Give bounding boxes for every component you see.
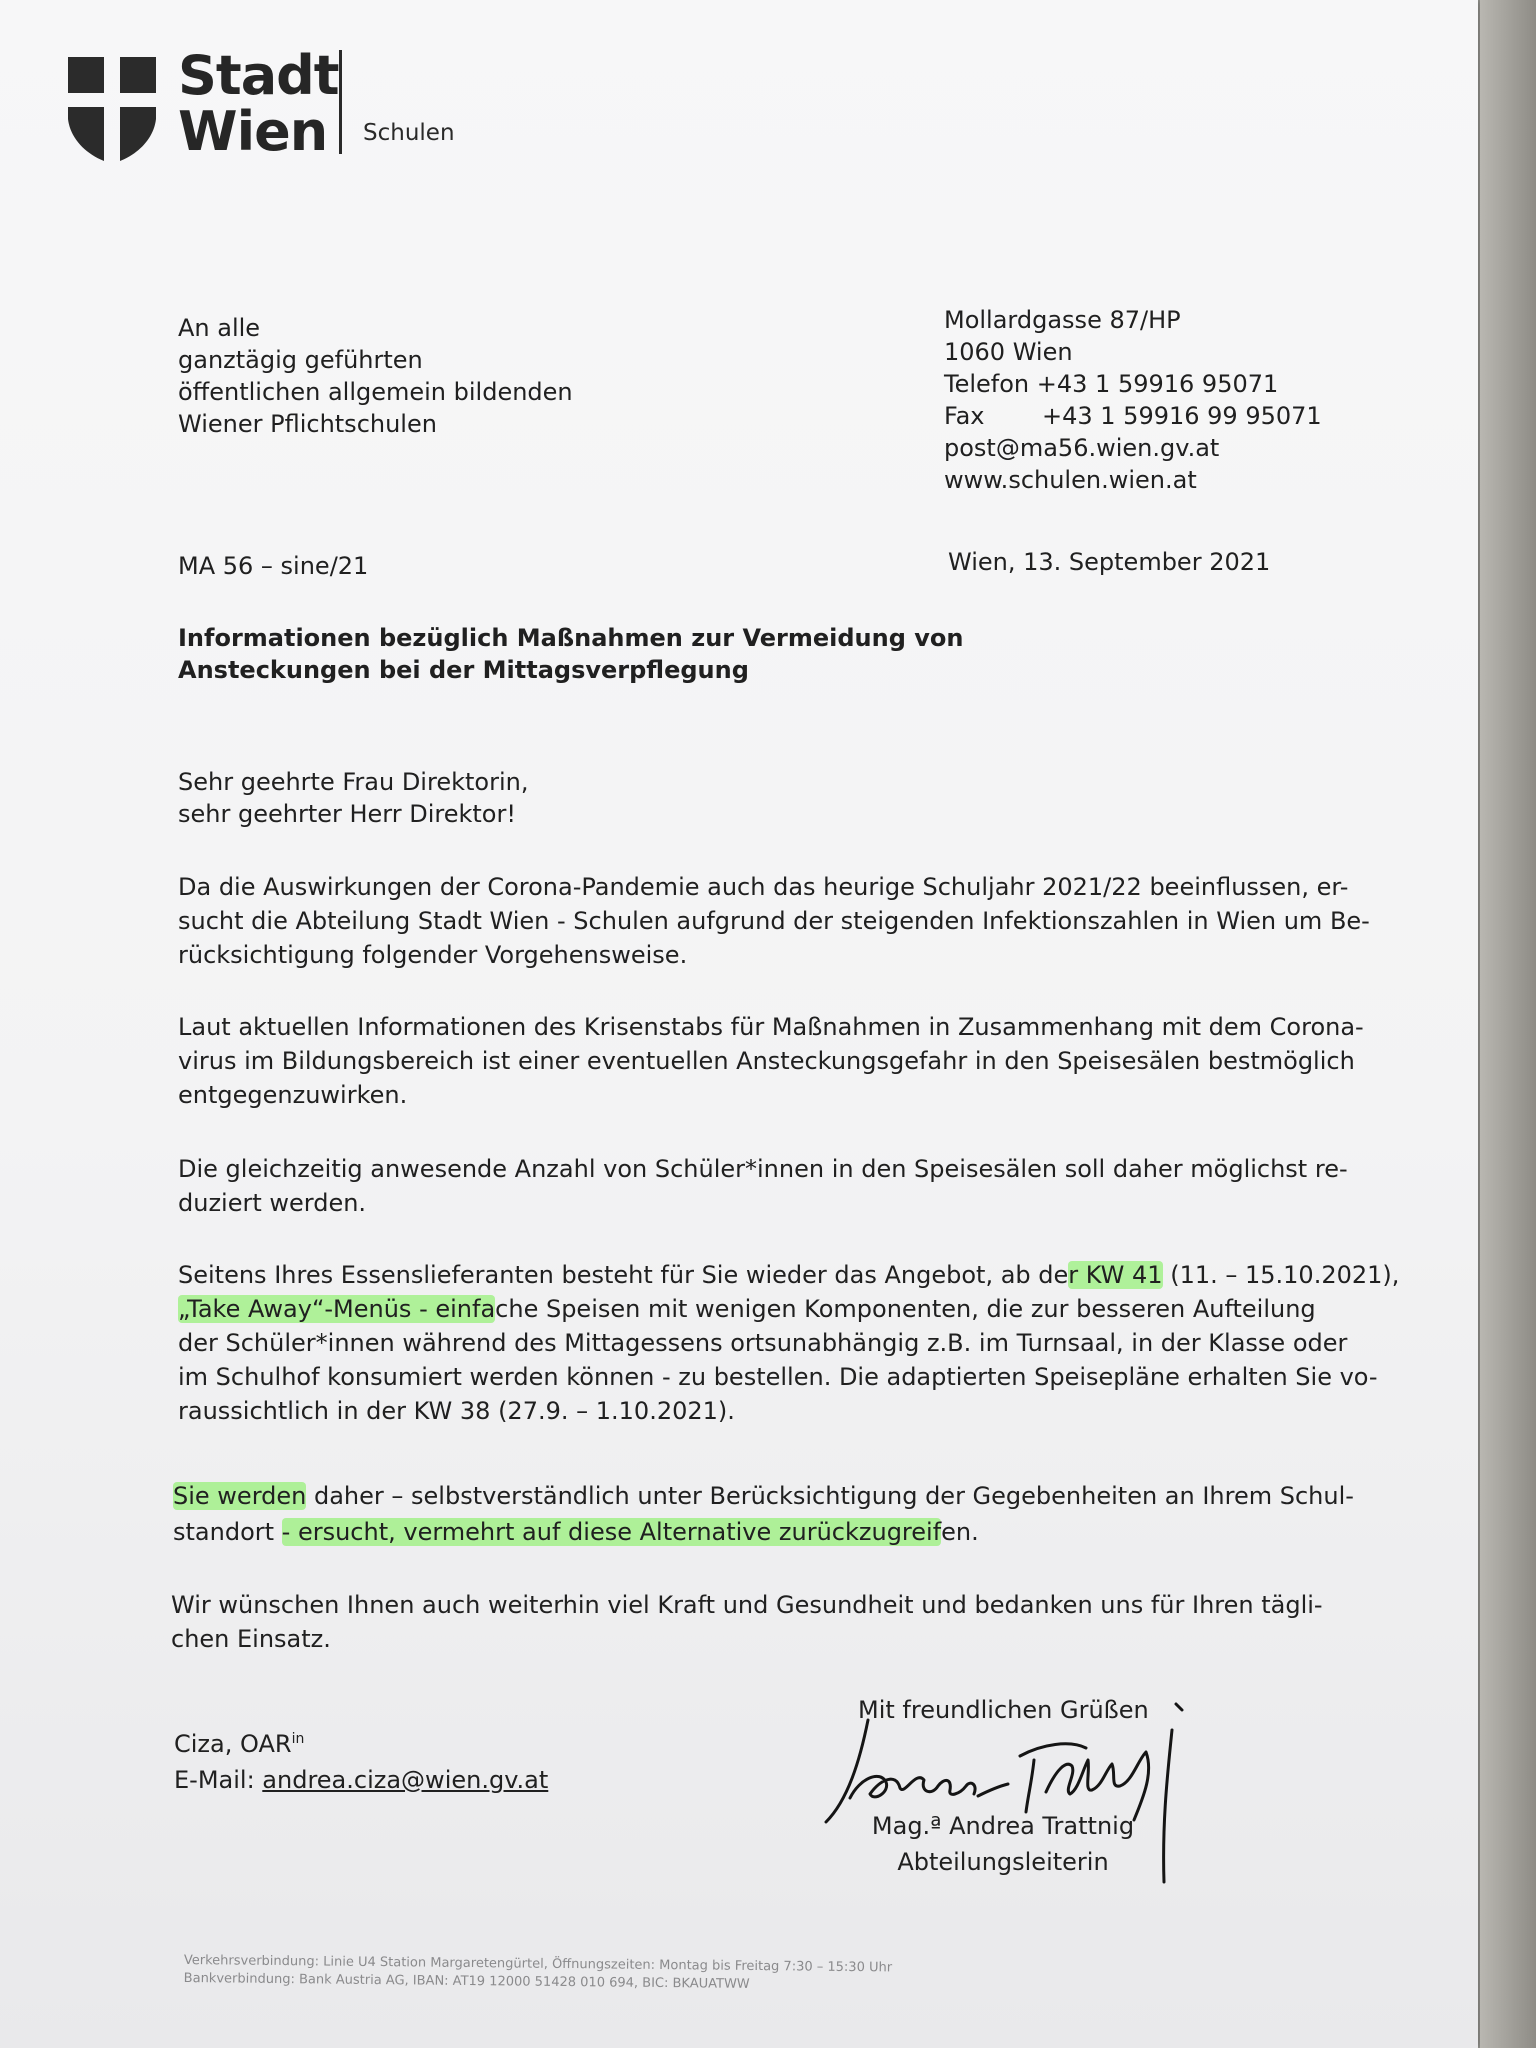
recipient-line: öffentlichen allgemein bildenden [178, 378, 573, 406]
phone-label: Telefon [944, 370, 1030, 398]
paragraph-2 [178, 1010, 1364, 1112]
sender-web: www.schulen.wien.at [944, 466, 1197, 494]
paragraph-line: rücksichtigung folgender Vorgehensweise. [178, 941, 688, 969]
paragraph-5 [173, 1478, 1354, 1550]
sender-block [944, 304, 1322, 496]
contact-block [174, 1726, 548, 1798]
paragraph-1 [178, 870, 1370, 972]
subject-line: Ansteckungen bei der Mittagsverpflegung [178, 656, 749, 684]
text-span: Seitens Ihres Essenslieferanten besteht für Sie wieder das Angebot, ab de [178, 1261, 1069, 1289]
salutation-line: sehr geehrter Herr Direktor! [178, 800, 516, 828]
sender-fax-row [944, 400, 1322, 432]
sender-street: Mollardgasse 87/HP [944, 306, 1181, 334]
paragraph-line: der Schüler*innen während des Mittagessens ortsunabhängig z.B. im Turnsaal, in der Klasse oder [178, 1329, 1348, 1357]
letter-date: Wien, 13. September 2021 [948, 548, 1271, 576]
highlighted-text: „Take Away“-Menüs - einfa [178, 1295, 496, 1323]
contact-name-row [174, 1726, 548, 1762]
contact-email-row [174, 1762, 548, 1798]
footer-bank: Bankverbindung: Bank Austria AG, IBAN: AT19 12000 51428 010 694, BIC: BKAUATWW [183, 1970, 750, 1992]
sender-email: post@ma56.wien.gv.at [944, 434, 1220, 462]
recipient-block [178, 312, 573, 440]
text-span: standort [173, 1518, 282, 1546]
paragraph-line: virus im Bildungsbereich ist einer eventuellen Ansteckungsgefahr in den Speisesälen bestmöglich [178, 1047, 1355, 1075]
phone-number: +43 1 59916 95071 [1036, 370, 1279, 398]
logo-divider [339, 50, 342, 154]
paragraph-line: sucht die Abteilung Stadt Wien - Schulen aufgrund der steigenden Infektionszahlen in Wien um Be- [178, 907, 1370, 935]
paragraph-line [173, 1478, 1354, 1514]
letter-subject [178, 622, 963, 686]
paragraph-line: Laut aktuellen Informationen des Krisenstabs für Maßnahmen in Zusammenhang mit dem Corona- [178, 1013, 1364, 1041]
recipient-line: Wiener Pflichtschulen [178, 410, 437, 438]
paragraph-line [173, 1514, 1354, 1550]
recipient-line: ganztägig geführten [178, 346, 423, 374]
highlighted-text: Sie werden [173, 1482, 307, 1510]
paragraph-line: Die gleichzeitig anwesende Anzahl von Schüler*innen in den Speisesälen soll daher möglichst re- [178, 1155, 1348, 1183]
signatory-block [868, 1808, 1138, 1880]
text-span: (11. – 15.10.2021), [1162, 1261, 1400, 1289]
paragraph-4 [178, 1258, 1399, 1428]
contact-email-link[interactable]: andrea.ciza@wien.gv.at [262, 1766, 549, 1794]
subject-line: Informationen bezüglich Maßnahmen zur Vermeidung von [178, 624, 964, 652]
recipient-line: An alle [178, 314, 261, 342]
logo-department: Schulen [363, 120, 455, 146]
desk-background [1480, 0, 1536, 2048]
salutation [178, 766, 528, 830]
sender-phone-row [944, 368, 1322, 400]
paragraph-line: chen Einsatz. [171, 1625, 331, 1653]
text-span: che Speisen mit wenigen Komponenten, die zur besseren Aufteilung [495, 1295, 1316, 1323]
highlighted-text: - ersucht, vermehrt auf diese Alternative zurückzugreif [281, 1518, 942, 1546]
text-span: daher – selbstverständlich unter Berücksichtigung der Gegebenheiten an Ihrem Schul- [306, 1482, 1354, 1510]
logo-line-2: Wien [178, 100, 328, 163]
footer-transport: Verkehrsverbindung: Linie U4 Station Margaretengürtel, Öffnungszeiten: Montag bis Freitag 7:30 – 15:30 Uhr [183, 1953, 893, 1976]
paragraph-line [178, 1292, 1399, 1326]
paragraph-line [178, 1258, 1399, 1292]
paragraph-line: im Schulhof konsumiert werden können - zu bestellen. Die adaptierten Speisepläne erhalten Sie vo- [178, 1363, 1378, 1391]
logo-line-1: Stadt [178, 44, 339, 107]
paragraph-line: duziert werden. [178, 1189, 367, 1217]
signatory-name: Mag.ª Andrea Trattnig [871, 1812, 1135, 1840]
contact-name-suffix: in [291, 1731, 305, 1747]
paragraph-line: Da die Auswirkungen der Corona-Pandemie auch das heurige Schuljahr 2021/22 beeinflussen, er- [178, 873, 1349, 901]
signatory-title: Abteilungsleiterin [897, 1848, 1109, 1876]
paragraph-3 [178, 1152, 1348, 1220]
text-span: en. [941, 1518, 979, 1546]
salutation-line: Sehr geehrte Frau Direktorin, [178, 768, 529, 796]
contact-email-label: E-Mail: [174, 1766, 263, 1794]
closing-greeting: Mit freundlichen Grüßen [858, 1696, 1149, 1724]
paragraph-line: raussichtlich in der KW 38 (27.9. – 1.10.2021). [178, 1397, 735, 1425]
sender-city: 1060 Wien [944, 338, 1073, 366]
reference-number: MA 56 – sine/21 [178, 552, 369, 580]
paragraph-6 [171, 1588, 1323, 1656]
fax-number: +43 1 59916 99 95071 [1042, 402, 1322, 430]
stadt-wien-shield-logo [68, 57, 156, 161]
logo-wordmark [178, 44, 339, 163]
letter-footer [184, 1952, 893, 1995]
fax-label: Fax [944, 402, 985, 430]
highlighted-text: r KW 41 [1068, 1261, 1163, 1289]
paragraph-line: entgegenzuwirken. [178, 1081, 408, 1109]
contact-name: Ciza, OAR [174, 1730, 292, 1758]
paragraph-line: Wir wünschen Ihnen auch weiterhin viel Kraft und Gesundheit und bedanken uns für Ihren tägli- [171, 1591, 1323, 1619]
